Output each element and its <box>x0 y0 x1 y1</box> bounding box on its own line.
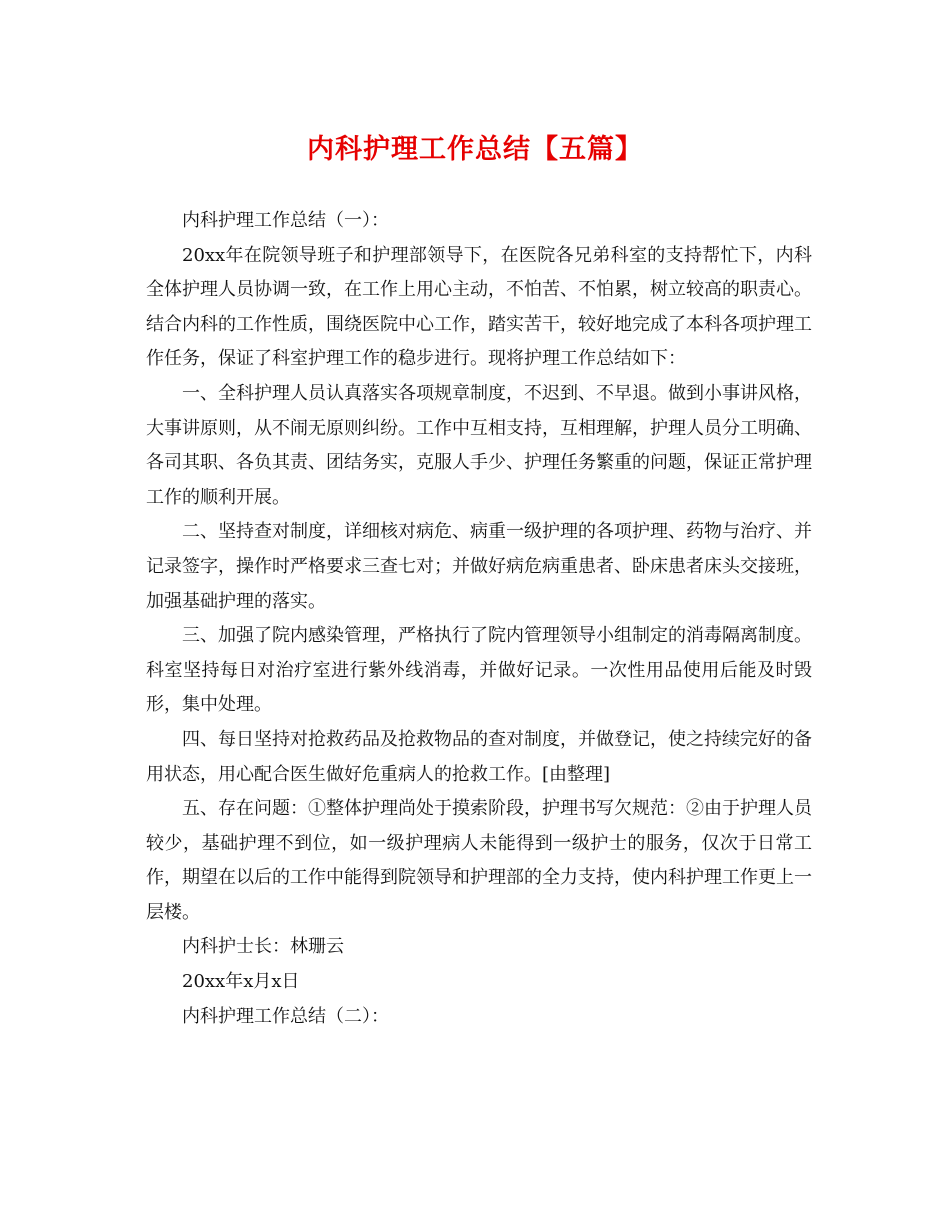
point-paragraph-2: 二、坚持查对制度，详细核对病危、病重一级护理的各项护理、药物与治疗、并记录签字，操作时严格要求三查七对；并做好病危病重患者、卧床患者床头交接班，加强基础护理的落实。 <box>146 521 812 612</box>
document-title: 内科护理工作总结【五篇】 <box>307 134 643 165</box>
signature-line: 内科护士长：林珊云 <box>182 936 344 958</box>
point-paragraph-3: 三、加强了院内感染管理，严格执行了院内管理领导小组制定的消毒隔离制度。科室坚持每日对治疗室进行紫外线消毒，并做好记录。一次性用品使用后能及时毁形，集中处理。 <box>146 625 812 716</box>
point-paragraph-5: 五、存在问题：①整体护理尚处于摸索阶段，护理书写欠规范：②由于护理人员较少，基础护理不到位，如一级护理病人未能得到一级护士的服务，仅次于日常工作，期望在以后的工作中能得到院领导和护理部的全力支持，使内科护理工作更上一层楼。 <box>146 798 812 923</box>
point-paragraph-4: 四、每日坚持对抢救药品及抢救物品的查对制度，并做登记，使之持续完好的备用状态，用心配合医生做好危重病人的抢救工作。[由整理] <box>146 728 812 785</box>
intro-paragraph: 20xx年在院领导班子和护理部领导下，在医院各兄弟科室的支持帮忙下，内科全体护理人员协调一致，在工作上用心主动，不怕苦、不怕累，树立较高的职责心。结合内科的工作性质，围绕医院中心工作，踏实苦干，较好地完成了本科各项护理工作任务，保证了科室护理工作的稳步进行。现将护理工作总结如下： <box>146 244 812 370</box>
point-paragraph-1: 一、全科护理人员认真落实各项规章制度，不迟到、不早退。做到小事讲风格，大事讲原则，从不闹无原则纠纷。工作中互相支持，互相理解，护理人员分工明确、各司其职、各负其责、团结务实，克服人手少、护理任务繁重的问题，保证正常护理工作的顺利开展。 <box>146 382 812 508</box>
date-line: 20xx年x月x日 <box>182 971 300 993</box>
document-body <box>146 204 812 1034</box>
section-heading-1: 内科护理工作总结（一）： <box>182 210 389 231</box>
section-heading-2: 内科护理工作总结（二）： <box>182 1005 389 1027</box>
